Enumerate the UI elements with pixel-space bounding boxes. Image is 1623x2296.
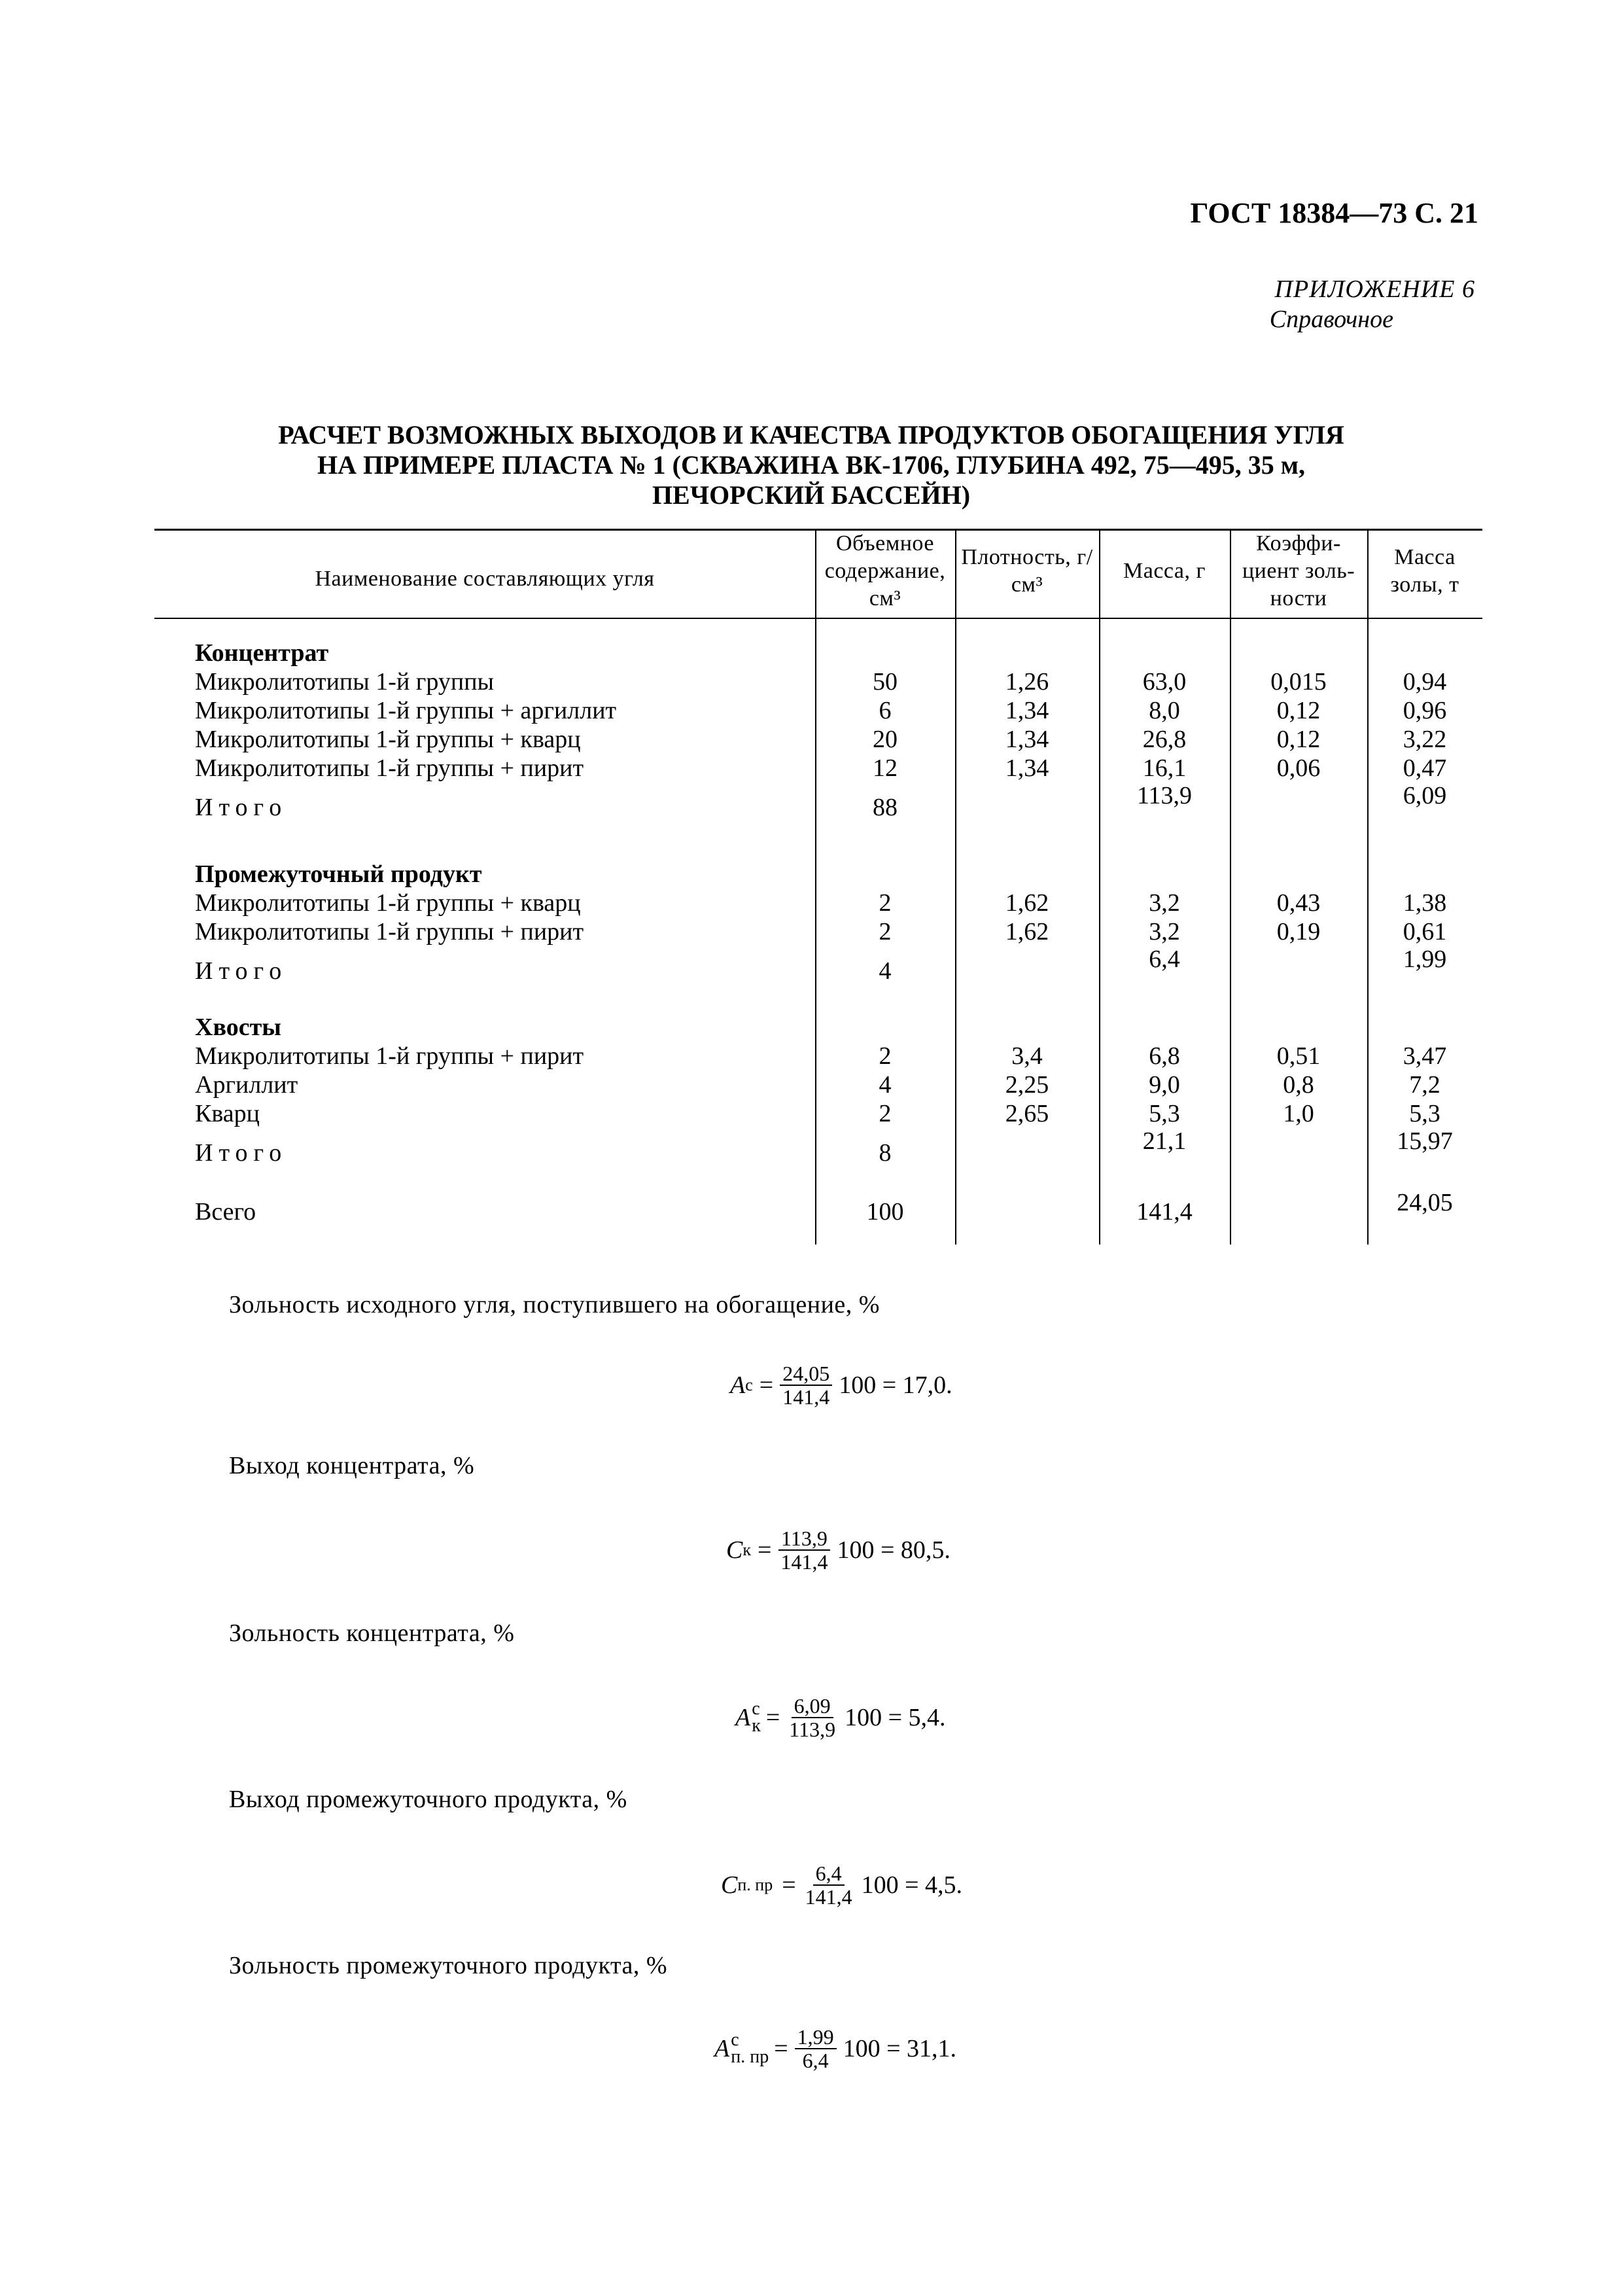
formula-result: 100 = 31,1.	[843, 2035, 957, 2062]
formula-symbol: C	[726, 1536, 743, 1564]
formula-symbol: A	[730, 1371, 746, 1399]
header-component-name: Наименование составляющих угля	[315, 567, 655, 591]
fraction	[780, 1362, 832, 1408]
section-name: Хвосты	[195, 1014, 281, 1041]
table-row	[154, 917, 1482, 946]
cell-component: Микролитотипы 1-й группы + кварц	[195, 726, 581, 753]
cell-volume: 2	[879, 1042, 892, 1070]
cell-density: 2,25	[1005, 1071, 1049, 1099]
total-volume: 88	[873, 794, 898, 821]
fraction-denominator: 113,9	[789, 1718, 836, 1741]
fraction	[803, 1862, 855, 1908]
cell-ash-mass: 1,38	[1403, 889, 1447, 917]
cell-volume: 2	[879, 918, 892, 945]
cell-ash-mass: 0,61	[1403, 918, 1447, 945]
total-volume: 4	[879, 957, 892, 985]
calc-label: Зольность промежуточного продукта, %	[229, 1952, 668, 1979]
fraction	[795, 2026, 837, 2072]
table-row	[154, 1042, 1482, 1070]
total-row	[154, 782, 1482, 822]
formula-result: 100 = 4,5.	[861, 1871, 963, 1899]
table-row	[154, 725, 1482, 754]
table-row	[154, 696, 1482, 725]
cell-density: 1,34	[1005, 697, 1049, 724]
cell-volume: 20	[873, 726, 898, 753]
cell-volume: 2	[879, 1100, 892, 1127]
formula-superscript: с	[745, 1375, 753, 1394]
cell-component: Микролитотипы 1-й группы	[195, 668, 495, 696]
cell-ash-coefficient: 0,12	[1276, 726, 1321, 753]
cell-mass: 8,0	[1149, 697, 1180, 724]
calc-label: Выход концентрата, %	[229, 1452, 475, 1479]
cell-component: Микролитотипы 1-й группы + пирит	[195, 918, 584, 945]
formula-indices	[752, 1701, 761, 1735]
header-ash-coefficient: Коэффи-циент золь-ности	[1242, 531, 1355, 610]
fraction-denominator: 141,4	[782, 1385, 830, 1409]
page-title	[157, 420, 1465, 510]
table-row	[154, 889, 1482, 917]
cell-ash-mass: 5,3	[1409, 1100, 1440, 1127]
cell-ash-mass: 3,22	[1403, 726, 1447, 753]
formula: A с к = $\frac{6,09}{113,9}$ 100 = 5,4.	[735, 1694, 946, 1741]
cell-ash-coefficient: 0,8	[1283, 1071, 1314, 1099]
formula: A с = $\frac{24,05}{141,4}$ 100 = 17,0.	[730, 1362, 952, 1409]
cell-volume: 50	[873, 668, 898, 696]
cell-density: 1,34	[1005, 726, 1049, 753]
fraction-denominator: 141,4	[805, 1885, 852, 1909]
title-line-3: ПЕЧОРСКИЙ БАССЕЙН)	[652, 480, 971, 510]
fraction-numerator: 113,9	[778, 1527, 830, 1551]
cell-mass: 16,1	[1142, 754, 1187, 782]
cell-density: 1,62	[1005, 918, 1049, 945]
header-mass: Масса, г	[1123, 559, 1206, 583]
cell-density: 1,62	[1005, 889, 1049, 917]
cell-component: Микролитотипы 1-й группы + пирит	[195, 754, 584, 782]
cell-component: Аргиллит	[195, 1071, 298, 1099]
total-row	[154, 1127, 1482, 1167]
document-reference: ГОСТ 18384—73 С. 21	[1190, 197, 1478, 229]
fraction-numerator: 6,09	[792, 1695, 833, 1718]
cell-ash-mass: 0,94	[1403, 668, 1447, 696]
cell-mass: 5,3	[1149, 1100, 1180, 1127]
cell-volume: 4	[879, 1071, 892, 1099]
cell-mass: 3,2	[1149, 889, 1180, 917]
appendix-label: ПРИЛОЖЕНИЕ 6	[1274, 275, 1475, 303]
cell-density: 1,26	[1005, 668, 1049, 696]
cell-mass: 9,0	[1149, 1071, 1180, 1099]
cell-ash-coefficient: 1,0	[1283, 1100, 1314, 1127]
header-volume: Объемное содержание, см³	[824, 531, 946, 610]
formula-subscript: п. пр	[731, 2047, 769, 2067]
header-density: Плотность, г/см³	[961, 545, 1093, 597]
section-heading	[154, 639, 1482, 667]
cell-ash-coefficient: 0,015	[1270, 668, 1327, 696]
section-heading	[154, 860, 1482, 889]
cell-ash-coefficient: 0,51	[1276, 1042, 1321, 1070]
fraction	[786, 1695, 838, 1740]
appendix-type: Справочное	[1269, 306, 1393, 333]
cell-mass: 26,8	[1142, 726, 1187, 753]
total-label: Итого	[195, 1139, 288, 1167]
title-line-1: РАСЧЕТ ВОЗМОЖНЫХ ВЫХОДОВ И КАЧЕСТВА ПРОДУКТОВ ОБОГАЩЕНИЯ УГЛЯ	[278, 420, 1344, 450]
formula: C п. пр = $\frac{6,4}{141,4}$ 100 = 4,5.	[721, 1862, 963, 1909]
total-volume: 8	[879, 1139, 892, 1167]
cell-component: Микролитотипы 1-й группы + аргиллит	[195, 697, 617, 724]
cell-component: Микролитотипы 1-й группы + кварц	[195, 889, 581, 917]
cell-volume: 6	[879, 697, 892, 724]
section-name: Промежуточный продукт	[195, 860, 482, 888]
table-row	[154, 1099, 1482, 1128]
cell-mass: 63,0	[1142, 668, 1187, 696]
formula-indices	[731, 2032, 769, 2066]
formula-symbol: A	[714, 2035, 730, 2062]
total-mass: 6,4	[1149, 945, 1180, 973]
fraction-numerator: 1,99	[795, 2026, 837, 2049]
table-row	[154, 667, 1482, 696]
formula-subscript: к	[752, 1716, 761, 1736]
fraction-numerator: 6,4	[813, 1862, 845, 1886]
total-mass: 21,1	[1142, 1127, 1187, 1155]
cell-volume: 2	[879, 889, 892, 917]
total-mass: 113,9	[1136, 782, 1193, 809]
formula-result: 100 = 17,0.	[839, 1371, 952, 1399]
total-ash-mass: 1,99	[1403, 945, 1447, 973]
calc-label: Зольность концентрата, %	[229, 1619, 515, 1647]
formula-symbol: A	[735, 1704, 751, 1731]
formula: A с п. пр = $\frac{1,99}{6,4}$ 100 = 31,1.	[714, 2025, 957, 2072]
cell-ash-mass: 3,47	[1403, 1042, 1447, 1070]
calc-label: Зольность исходного угля, поступившего на обогащение, %	[229, 1291, 880, 1318]
cell-ash-mass: 0,47	[1403, 754, 1447, 782]
cell-ash-coefficient: 0,06	[1276, 754, 1321, 782]
cell-mass: 3,2	[1149, 918, 1180, 945]
formula-subscript: п. пр	[737, 1875, 773, 1894]
header-ash-mass: Масса золы, т	[1390, 545, 1459, 597]
formula-symbol: C	[721, 1871, 738, 1899]
fraction-denominator: 6,4	[802, 2049, 829, 2072]
title-line-2: НА ПРИМЕРЕ ПЛАСТА № 1 (СКВАЖИНА ВК-1706, ГЛУБИНА 492, 75—495, 35 м,	[317, 450, 1305, 480]
fraction	[778, 1527, 830, 1573]
grand-total-ash-mass: 24,05	[1397, 1189, 1453, 1216]
total-ash-mass: 6,09	[1403, 782, 1447, 809]
section-name: Концентрат	[195, 639, 329, 667]
total-ash-mass: 15,97	[1397, 1127, 1453, 1155]
cell-ash-coefficient: 0,43	[1276, 889, 1321, 917]
formula: C к = $\frac{113,9}{141,4}$ 100 = 80,5.	[726, 1527, 951, 1574]
formula-subscript: к	[742, 1540, 751, 1559]
cell-volume: 12	[873, 754, 898, 782]
cell-ash-coefficient: 0,19	[1276, 918, 1321, 945]
table-row	[154, 1070, 1482, 1099]
cell-component: Микролитотипы 1-й группы + пирит	[195, 1042, 584, 1070]
data-table	[154, 529, 1482, 1245]
section-heading	[154, 1013, 1482, 1042]
total-row	[154, 945, 1482, 985]
total-label: Итого	[195, 794, 288, 821]
cell-density: 1,34	[1005, 754, 1049, 782]
cell-mass: 6,8	[1149, 1042, 1180, 1070]
cell-ash-coefficient: 0,12	[1276, 697, 1321, 724]
formula-result: 100 = 5,4.	[845, 1704, 946, 1731]
fraction-denominator: 141,4	[780, 1550, 828, 1574]
total-label: Итого	[195, 957, 288, 985]
formula-result: 100 = 80,5.	[837, 1536, 951, 1564]
grand-total-volume: 100	[866, 1198, 904, 1226]
grand-total-row	[154, 1189, 1482, 1226]
fraction-numerator: 24,05	[780, 1362, 832, 1386]
grand-total-label: Всего	[195, 1198, 256, 1226]
calc-label: Выход промежуточного продукта, %	[229, 1786, 627, 1813]
cell-ash-mass: 7,2	[1409, 1071, 1440, 1099]
table-row	[154, 754, 1482, 783]
cell-density: 3,4	[1011, 1042, 1043, 1070]
cell-component: Кварц	[195, 1100, 260, 1127]
formula-superscript: с	[752, 1699, 760, 1719]
formula-superscript: с	[731, 2030, 739, 2050]
grand-total-mass: 141,4	[1136, 1198, 1193, 1226]
cell-ash-mass: 0,96	[1403, 697, 1447, 724]
cell-density: 2,65	[1005, 1100, 1049, 1127]
